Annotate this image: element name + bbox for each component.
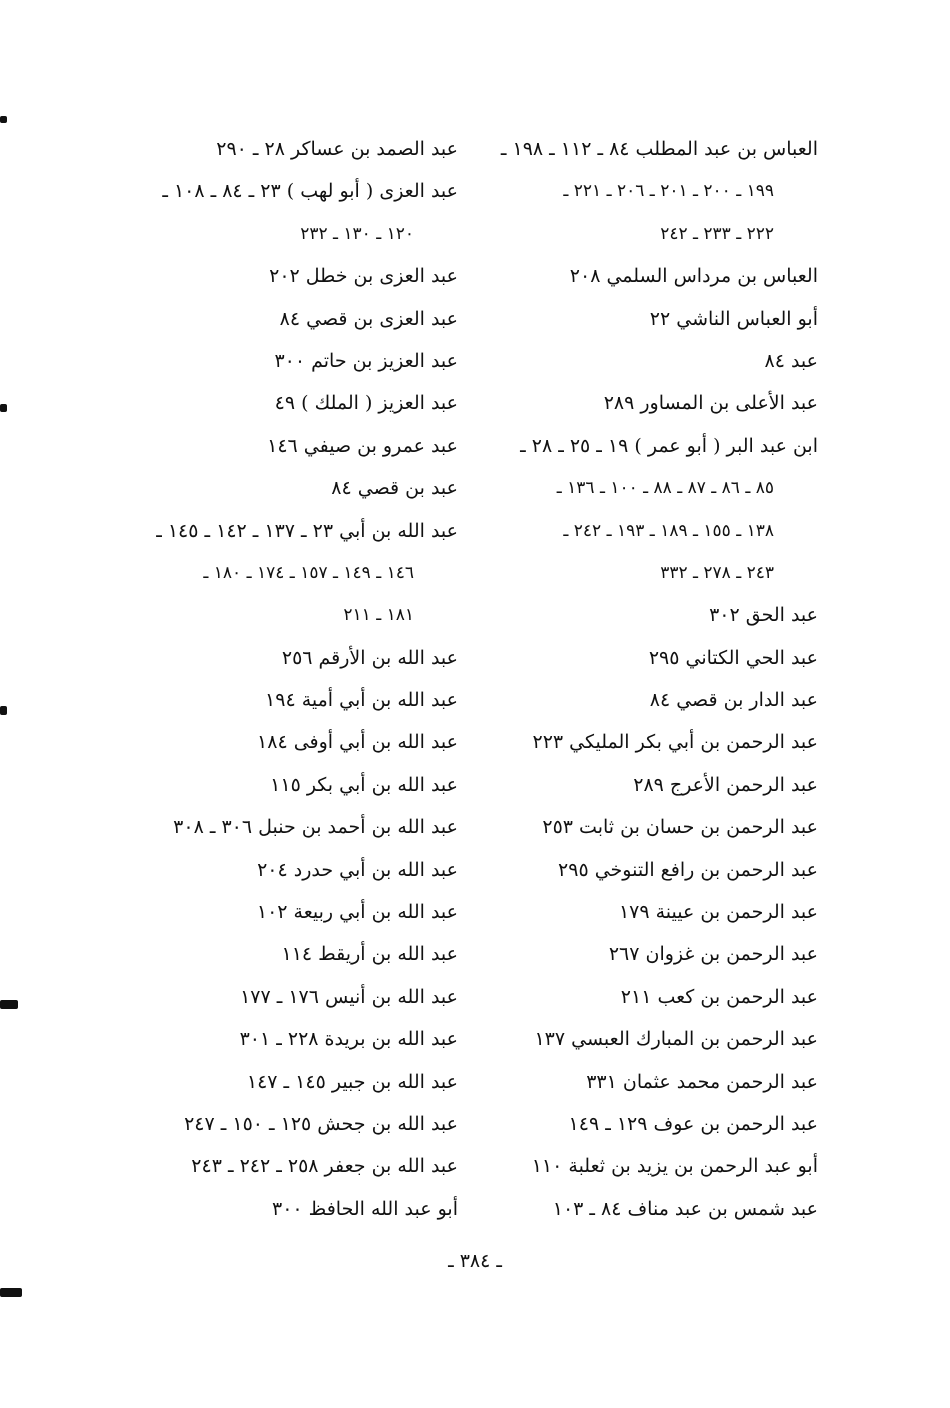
index-entry: عبد الله بن جعفر ٢٥٨ ـ ٢٤٢ ـ ٢٤٣ — [191, 1155, 458, 1178]
index-entry: عبد الرحمن بن غزوان ٢٦٧ — [608, 943, 818, 966]
index-column-left — [98, 128, 458, 1230]
index-entry: عبد الرحمن بن رافع التنوخي ٢٩٥ — [558, 858, 818, 881]
scan-edge-mark — [0, 706, 7, 715]
index-entry: عبد الله بن بريدة ٢٢٨ ـ ٣٠١ — [239, 1028, 458, 1051]
index-entry: ابن عبد البر ( أبو عمر ) ١٩ ـ ٢٥ ـ ٢٨ ـ — [520, 434, 818, 457]
index-entry: عبد ٨٤ — [764, 349, 818, 372]
index-entry-continuation: ١٣٨ ـ ١٥٥ ـ ١٨٩ ـ ١٩٣ ـ ٢٤٢ ـ — [563, 520, 774, 541]
index-entry: عبد الرحمن بن عوف ١٢٩ ـ ١٤٩ — [568, 1112, 818, 1135]
index-entry: عبد بن قصي ٨٤ — [331, 477, 458, 500]
scan-edge-mark — [0, 404, 7, 412]
index-entry: عبد الرحمن محمد عثمان ٣٣١ — [586, 1070, 818, 1093]
index-entry: عبد عمرو بن صيفي ١٤٦ — [267, 434, 458, 457]
index-entry: عبد الحق ٣٠٢ — [709, 604, 818, 627]
index-entry: عبد الله بن أبي حدرد ٢٠٤ — [257, 858, 458, 881]
index-entry: عبد الله بن أريقط ١١٤ — [281, 943, 458, 966]
index-entry: عبد الله بن أبي أوفى ١٨٤ — [257, 731, 458, 754]
index-entry: أبو العباس الناشي ٢٢ — [649, 307, 818, 330]
index-entry: عبد الرحمن بن حسان بن ثابت ٢٥٣ — [542, 816, 818, 839]
index-column-right — [458, 128, 818, 1230]
index-entry: عبد الدار بن قصي ٨٤ — [649, 689, 818, 712]
index-entry: العباس بن عبد المطلب ٨٤ ـ ١١٢ ـ ١٩٨ ـ — [500, 138, 818, 160]
index-entry: عبد العزى بن قصي ٨٤ — [279, 307, 458, 330]
index-entry: عبد الحي الكتاني ٢٩٥ — [648, 646, 818, 669]
index-entry: عبد الله بن أبي ربيعة ١٠٢ — [256, 901, 458, 924]
index-entry: العباس بن مرداس السلمي ٢٠٨ — [569, 265, 818, 288]
index-entry: عبد الله بن جحش ١٢٥ ـ ١٥٠ ـ ٢٤٧ — [184, 1112, 458, 1135]
index-entry: عبد شمس بن عبد مناف ٨٤ ـ ١٠٣ — [552, 1197, 818, 1220]
index-entry-continuation: ١٢٠ ـ ١٣٠ ـ ٢٣٢ — [300, 223, 414, 244]
index-entry-continuation: ١٩٩ ـ ٢٠٠ ـ ٢٠١ ـ ٢٠٦ ـ ٢٢١ ـ — [563, 181, 774, 202]
index-entry-continuation: ٨٥ ـ ٨٦ ـ ٨٧ ـ ٨٨ ـ ١٠٠ ـ ١٣٦ ـ — [556, 478, 774, 499]
index-entry: عبد الرحمن الأعرج ٢٨٩ — [633, 773, 818, 796]
index-entry: عبد العزى بن خطل ٢٠٢ — [269, 265, 458, 288]
index-entry-continuation: ٢٤٣ ـ ٢٧٨ ـ ٣٣٢ — [660, 562, 774, 583]
index-entry: عبد العزيز ( الملك ) ٤٩ — [274, 392, 458, 415]
index-entry: عبد الرحمن بن المبارك العبسي ١٣٧ — [534, 1028, 818, 1051]
index-entry: عبد الأعلى بن المساور ٢٨٩ — [603, 392, 818, 415]
scan-edge-mark — [0, 1288, 22, 1297]
index-entry: عبد الله بن أنيس ١٧٦ ـ ١٧٧ — [240, 985, 458, 1008]
index-entry: أبو عبد الرحمن بن يزيد بن ثعلبة ١١٠ — [531, 1155, 818, 1178]
index-entry: عبد الله بن أبي ٢٣ ـ ١٣٧ ـ ١٤٢ ـ ١٤٥ ـ — [156, 519, 458, 542]
index-entry-continuation: ١٤٦ ـ ١٤٩ ـ ١٥٧ ـ ١٧٤ ـ ١٨٠ ـ — [203, 562, 414, 583]
index-entry-continuation: ١٨١ ـ ٢١١ — [343, 605, 414, 626]
index-entry: عبد العزيز بن حاتم ٣٠٠ — [274, 349, 458, 372]
index-entry: عبد الله بن أبي أمية ١٩٤ — [265, 689, 458, 712]
index-entry: عبد الرحمن بن عيينة ١٧٩ — [618, 901, 818, 924]
index-entry: عبد الرحمن بن كعب ٢١١ — [620, 985, 818, 1008]
page-number: ـ ٣٨٤ ـ — [448, 1250, 502, 1272]
index-entry: عبد الله بن جبير ١٤٥ ـ ١٤٧ — [246, 1070, 458, 1093]
index-entry: عبد الصمد بن عساكر ٢٨ ـ ٢٩٠ — [216, 138, 458, 160]
index-entry: عبد الله بن أبي بكر ١١٥ — [270, 773, 458, 796]
index-entry: عبد الله بن الأرقم ٢٥٦ — [281, 646, 458, 669]
index-entry: أبو عبد الله الحافظ ٣٠٠ — [272, 1197, 458, 1220]
index-entry: عبد الرحمن بن أبي بكر المليكي ٢٢٣ — [532, 731, 818, 754]
scan-edge-mark — [0, 116, 7, 123]
index-entry: عبد الله بن أحمد بن حنبل ٣٠٦ ـ ٣٠٨ — [173, 816, 458, 839]
scan-edge-mark — [0, 1000, 18, 1009]
index-entry-continuation: ٢٢٢ ـ ٢٣٣ ـ ٢٤٢ — [660, 223, 774, 244]
index-entry: عبد العزى ( أبو لهب ) ٢٣ ـ ٨٤ ـ ١٠٨ ـ — [162, 180, 458, 203]
